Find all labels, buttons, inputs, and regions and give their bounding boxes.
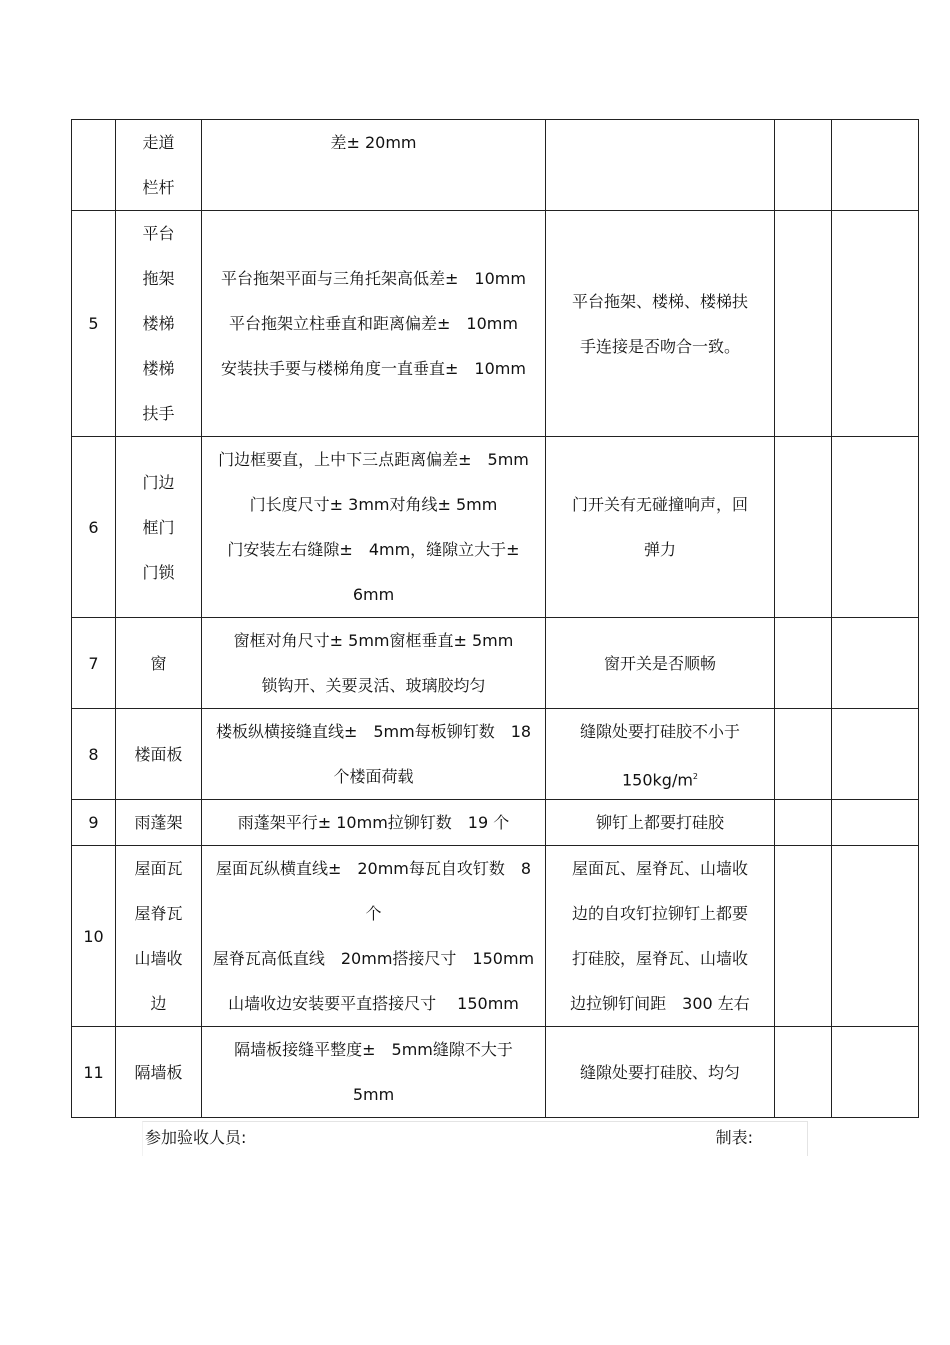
check-text-line: 手连接是否吻合一致。	[579, 336, 740, 356]
item-name-line: 门边	[142, 472, 175, 492]
remark-cell	[832, 437, 919, 618]
standard-text-line: 门安装左右缝隙± 4mm，缝隙立大于±	[227, 540, 520, 559]
item-number: 10	[72, 846, 116, 1027]
standard-text-line: 5mm	[352, 1085, 395, 1104]
result-cell	[775, 846, 832, 1027]
result-cell	[775, 1027, 832, 1118]
standard-text-line: 锁钩开、关要灵活、玻璃胶均匀	[261, 676, 486, 695]
item-name-line: 山墙收	[134, 949, 183, 968]
item-name-line: 框门	[142, 517, 175, 537]
check-text-line: 窗开关是否顺畅	[603, 653, 716, 673]
check-text	[546, 120, 775, 211]
item-name-line: 雨蓬架	[134, 813, 183, 832]
check-text-line: 门开关有无碰撞响声，回	[571, 495, 748, 514]
result-cell	[775, 211, 832, 437]
standard-text-line: 窗框对角尺寸± 5mm窗框垂直± 5mm	[233, 631, 514, 650]
table-body	[72, 120, 919, 1118]
result-cell	[775, 437, 832, 618]
item-name	[116, 1027, 202, 1118]
table-row	[72, 800, 919, 846]
item-name-line: 楼梯	[142, 314, 175, 333]
check-text-line: 边的自攻钉拉铆钉上都要	[571, 904, 748, 923]
item-name-line: 拖架	[142, 269, 175, 288]
standard-text	[202, 437, 546, 618]
standard-text-line: 屋脊瓦高低直线 20mm搭接尺寸 150mm	[212, 949, 535, 968]
check-text-line: 平台拖架、楼梯、楼梯扶	[571, 291, 748, 311]
standard-text-line: 楼板纵横接缝直线± 5mm每板铆钉数 18	[215, 722, 532, 741]
check-text-line: 屋面瓦、屋脊瓦、山墙收	[571, 859, 748, 878]
item-name-line: 边	[150, 994, 167, 1013]
item-number: 7	[72, 618, 116, 709]
check-text-line: $150kg/m^2$	[621, 770, 699, 790]
standard-text-line: 屋面瓦纵横直线± 20mm每瓦自攻钉数 8	[215, 859, 532, 878]
remark-cell	[832, 846, 919, 1027]
item-name	[116, 800, 202, 846]
inspection-table	[71, 119, 919, 1118]
standard-text	[202, 846, 546, 1027]
item-number: 5	[72, 211, 116, 437]
remark-cell	[832, 800, 919, 846]
check-text	[546, 618, 775, 709]
item-name	[116, 709, 202, 800]
standard-text-line: 雨蓬架平行± 10mm拉铆钉数 19 个	[237, 813, 510, 832]
check-text	[546, 846, 775, 1027]
check-text	[546, 211, 775, 437]
standard-text	[202, 800, 546, 846]
item-name-line: 走道	[142, 133, 175, 152]
standard-text	[202, 1027, 546, 1118]
check-text-line: 边拉铆钉间距 300 左右	[570, 994, 750, 1013]
standard-text	[202, 120, 546, 211]
item-name-line: 平台	[142, 224, 175, 243]
check-text	[546, 437, 775, 618]
check-text-line: 铆钉上都要打硅胶	[595, 813, 724, 832]
result-cell	[775, 709, 832, 800]
table-row	[72, 211, 919, 437]
item-name	[116, 437, 202, 618]
remark-cell	[832, 1027, 919, 1118]
check-text-line: 缝隙处要打硅胶不小于	[579, 722, 740, 741]
unit-superscript: 2	[692, 772, 699, 781]
item-name	[116, 211, 202, 437]
standard-text-line: 安装扶手要与楼梯角度一直垂直± 10mm	[221, 359, 526, 378]
item-name-line: 门锁	[142, 562, 175, 582]
item-number	[72, 120, 116, 211]
item-number: 8	[72, 709, 116, 800]
remark-cell	[832, 709, 919, 800]
check-text-line: 缝隙处要打硅胶、均匀	[579, 1062, 740, 1082]
item-name-line: 屋脊瓦	[134, 904, 183, 923]
table-row	[72, 846, 919, 1027]
item-number: 6	[72, 437, 116, 618]
table-row	[72, 1027, 919, 1118]
standard-text-line: 门边框要直，上中下三点距离偏差± 5mm	[218, 450, 529, 469]
standard-text	[202, 211, 546, 437]
tabulator-label: 制表:	[715, 1128, 753, 1147]
participants-label: 参加验收人员:	[145, 1128, 247, 1147]
item-name-line: 窗	[150, 653, 167, 673]
item-name-line: 栏杆	[142, 178, 175, 197]
item-name-line: 楼梯	[142, 359, 175, 378]
standard-text-line: 隔墙板接缝平整度± 5mm缝隙不大于	[234, 1040, 513, 1059]
item-name-line: 扶手	[142, 404, 175, 423]
check-text	[546, 709, 775, 800]
item-number: 9	[72, 800, 116, 846]
standard-text-line: 山墙收边安装要平直搭接尺寸 150mm	[228, 994, 519, 1013]
table-row	[72, 120, 919, 211]
table-row	[72, 618, 919, 709]
result-cell	[775, 120, 832, 211]
item-name-line: 屋面瓦	[134, 859, 183, 878]
remark-cell	[832, 618, 919, 709]
item-name-line: 楼面板	[134, 744, 183, 764]
signature-footer	[142, 1121, 808, 1156]
table-row	[72, 437, 919, 618]
standard-text-line: 个	[365, 904, 382, 923]
item-name-line: 隔墙板	[134, 1062, 183, 1082]
standard-text	[202, 618, 546, 709]
standard-text-line: 平台拖架立柱垂直和距离偏差± 10mm	[229, 314, 518, 333]
check-text-line: 打硅胶，屋脊瓦、山墙收	[571, 949, 748, 968]
remark-cell	[832, 211, 919, 437]
table-row	[72, 709, 919, 800]
check-text-line: 弹力	[643, 540, 676, 559]
standard-text-line: 差± 20mm	[330, 133, 417, 152]
check-text	[546, 800, 775, 846]
standard-text-line: 个楼面荷载	[333, 767, 414, 786]
check-text	[546, 1027, 775, 1118]
result-cell	[775, 618, 832, 709]
item-name	[116, 846, 202, 1027]
standard-text-line: 门长度尺寸± 3mm对角线± 5mm	[249, 495, 498, 514]
standard-text	[202, 709, 546, 800]
item-name	[116, 618, 202, 709]
item-number: 11	[72, 1027, 116, 1118]
remark-cell	[832, 120, 919, 211]
result-cell	[775, 800, 832, 846]
standard-text-line: 6mm	[352, 585, 395, 604]
standard-text-line: 平台拖架平面与三角托架高低差± 10mm	[221, 269, 526, 288]
item-name	[116, 120, 202, 211]
